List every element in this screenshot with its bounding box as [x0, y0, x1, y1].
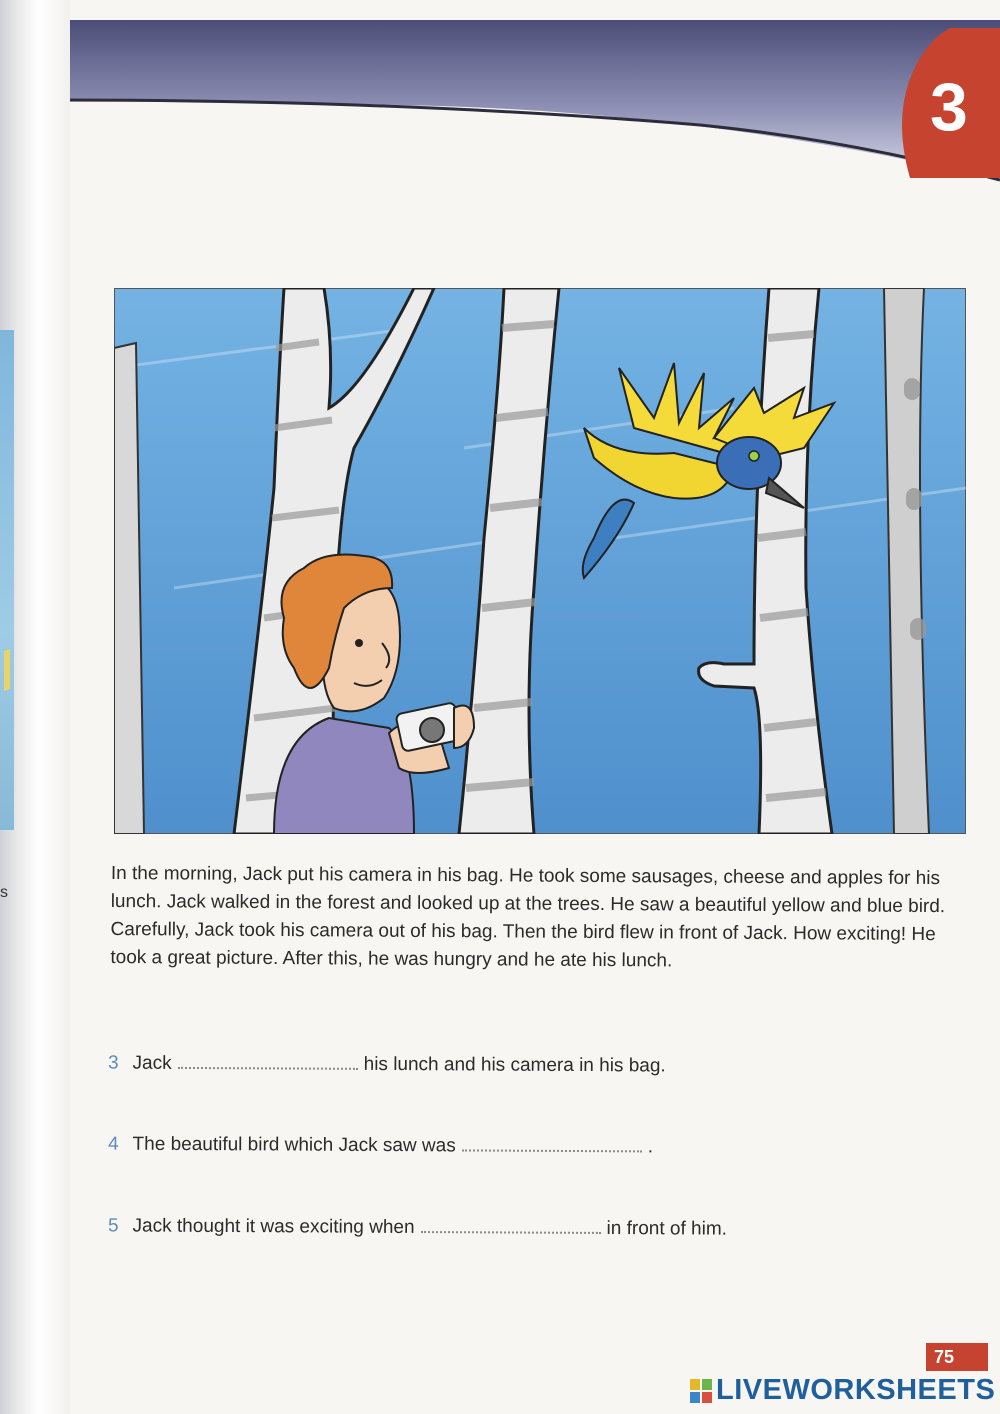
brand-text: LIVEWORKSHEETS	[716, 1374, 996, 1406]
page-number: 75	[926, 1343, 988, 1371]
unit-number: 3	[930, 69, 968, 145]
answer-blank-3[interactable]	[178, 1055, 358, 1070]
header-band	[0, 0, 1000, 200]
liveworksheets-logo	[690, 1374, 995, 1407]
question-text-before: The beautiful bird which Jack saw was	[132, 1133, 456, 1157]
question-text-after: .	[647, 1136, 654, 1158]
question-5	[108, 1215, 727, 1240]
question-text-after: his lunch and his camera in his bag.	[363, 1053, 666, 1077]
question-text-before: Jack thought it was exciting when	[132, 1215, 415, 1238]
forest-illustration	[114, 288, 966, 834]
question-text-before: Jack	[132, 1052, 172, 1074]
question-number: 4	[107, 1133, 119, 1155]
facing-page-letter: s	[0, 884, 8, 901]
reading-passage	[110, 860, 961, 977]
question-4	[108, 1134, 653, 1159]
answer-blank-4[interactable]	[462, 1137, 642, 1152]
liveworksheets-icon	[690, 1379, 712, 1403]
question-number: 3	[107, 1052, 119, 1074]
answer-blank-5[interactable]	[421, 1219, 601, 1234]
facing-page-strip	[0, 330, 14, 830]
passage-text: In the morning, Jack put his camera in his bag. He took some sausages, cheese and apples for his lunch. Jack walked in the forest and looked up at the trees. He saw a beautiful yellow and blue bird. Carefully, Jack took his camera out of his bag. Then the bird flew in front of Jack. How exciting! He took a great picture. After this, he was hungry and he ate his lunch.	[110, 862, 946, 972]
question-number: 5	[107, 1215, 119, 1237]
question-3	[108, 1053, 666, 1078]
question-text-after: in front of him.	[606, 1217, 728, 1240]
